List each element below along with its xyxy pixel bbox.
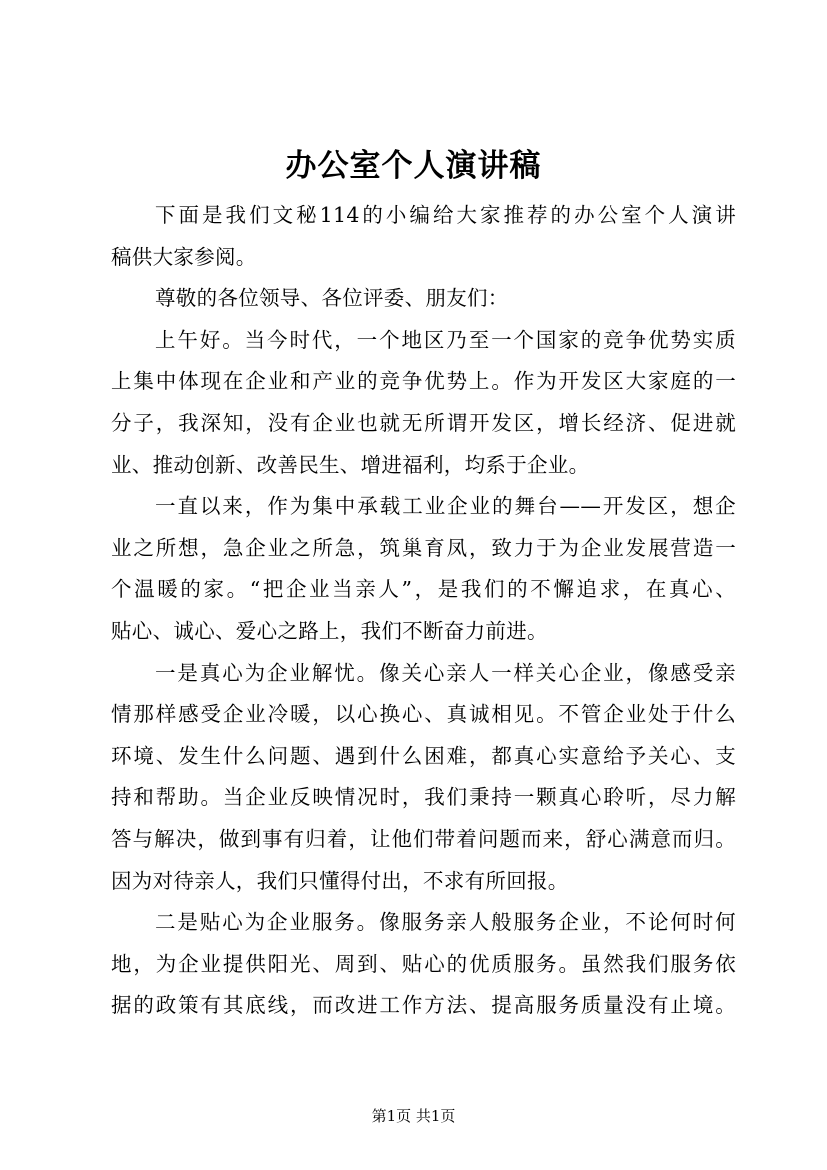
text-line: 上午好。当今时代，一个地区乃至一个国家的竞争优势实质 xyxy=(155,327,736,352)
paragraph-point-one xyxy=(111,653,736,903)
text-line: 情那样感受企业冷暖，以心换心、真诚相见。不管企业处于什么 xyxy=(111,702,736,727)
text-line: 业、推动创新、改善民生、增进福利，均系于企业。 xyxy=(111,452,590,477)
page-footer: 第1页 共1页 xyxy=(371,1107,456,1125)
document-title: 办公室个人演讲稿 xyxy=(285,148,542,184)
text-line: 地，为企业提供阳光、周到、贴心的优质服务。虽然我们服务依 xyxy=(111,951,736,976)
text-line: 二是贴心为企业服务。像服务亲人般服务企业，不论何时何 xyxy=(155,910,736,935)
text-line: 持和帮助。当企业反映情况时，我们秉持一颗真心聆听，尽力解 xyxy=(111,785,736,810)
paragraph-salutation xyxy=(111,278,736,320)
text-line: 稿供大家参阅。 xyxy=(111,244,257,269)
text-line: 个温暖的家。“把企业当亲人”，是我们的不懈追求，在真心、 xyxy=(111,577,736,602)
text-line: 分子，我深知，没有企业也就无所谓开发区，增长经济、促进就 xyxy=(111,410,736,435)
paragraph-intro xyxy=(111,195,736,278)
text-line: 答与解决，做到事有归着，让他们带着问题而来，舒心满意而归。 xyxy=(111,826,736,851)
document-body xyxy=(111,195,736,1027)
text-line: 环境、发生什么问题、遇到什么困难，都真心实意给予关心、支 xyxy=(111,743,736,768)
text-line: 一直以来，作为集中承载工业企业的舞台——开发区，想企 xyxy=(155,494,736,519)
text-line: 下面是我们文秘114的小编给大家推荐的办公室个人演讲 xyxy=(155,203,736,227)
text-line: 尊敬的各位领导、各位评委、朋友们： xyxy=(155,286,509,311)
text-line: 业之所想，急企业之所急，筑巢育凤，致力于为企业发展营造一 xyxy=(111,535,736,560)
text-line: 上集中体现在企业和产业的竞争优势上。作为开发区大家庭的一 xyxy=(111,369,736,394)
text-line: 一是真心为企业解忧。像关心亲人一样关心企业，像感受亲 xyxy=(155,660,736,685)
paragraph-greeting xyxy=(111,320,736,486)
paragraph-point-two xyxy=(111,902,736,1027)
paragraph-commitment xyxy=(111,486,736,652)
text-line: 贴心、诚心、爱心之路上，我们不断奋力前进。 xyxy=(111,618,548,643)
text-line: 据的政策有其底线，而改进工作方法、提高服务质量没有止境。 xyxy=(111,993,736,1018)
text-line: 因为对待亲人，我们只懂得付出，不求有所回报。 xyxy=(111,868,569,893)
